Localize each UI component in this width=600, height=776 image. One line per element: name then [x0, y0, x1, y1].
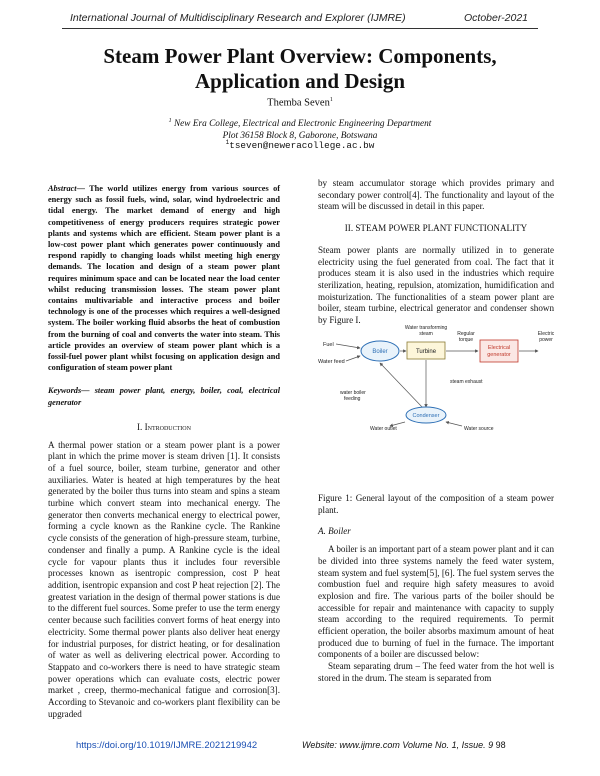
author-name: Themba Seven [267, 97, 330, 109]
boiler-label: Boiler [372, 349, 388, 355]
author-email [0, 139, 600, 151]
author [0, 97, 600, 109]
keywords [48, 385, 280, 407]
power-label-2: power [539, 337, 553, 343]
section-heading-functionality: II. STEAM POWER PLANT FUNCTIONALITY [344, 223, 528, 234]
torque-label-2: torque [458, 337, 474, 343]
water-source-arrow [446, 422, 462, 426]
condenser-label: Condenser [412, 413, 440, 419]
email-address[interactable]: tseven@neweracollege.ac.bw [229, 140, 375, 152]
figure-caption: Figure 1: General layout of the composition of a steam power plant. [318, 493, 554, 515]
doi-link[interactable]: https://doi.org/10.1019/IJMRE.2021219942 [76, 740, 258, 751]
water-outlet-label: Water outlet [370, 426, 397, 432]
water-feed-arrow [346, 356, 360, 361]
abstract [48, 183, 280, 373]
intro-continuation: by steam accumulator storage which provides primary and secondary power control[4]. The functionality and layout of the steam will be discussed in detail in this paper. [318, 178, 554, 212]
water-source-label: Water source [464, 426, 494, 432]
abstract-label: Abstract [48, 184, 77, 193]
paper-title [40, 44, 560, 94]
boiler-feed-label-2: feeding [344, 396, 361, 402]
abstract-text: — The world utilizes energy from various sources of energy such as fossil fuels, wind, solar, wind hydroelectric and tidal energy. The market demand of energy and high competitiveness of energy producers requires strategic power plants and systems which are efficient. Steam power plant is a low-cost power plant which generates power continuously and respond rapidly to changing loads whilst meeting high energy demands. The location and design of a steam power plant requires minimum space and can be located near the load center whilst reducing transmission losses. The steam power plant contains multivariable and interactive process and boiler technology is one of the processes which requires a well-designed system. The boiler working fluid absorbs the heat of combustion from the burning of coal and converts the water into steam. This article provides an overview of steam power plant which is a fossil-fuel power plant whilst focusing on application design and configuration of steam power plant [48, 184, 280, 373]
author-superscript: 1 [329, 97, 333, 103]
fuel-arrow [336, 344, 360, 348]
steam-exhaust-label: steam exhaust [450, 379, 483, 385]
fuel-label: Fuel [323, 342, 334, 348]
email-superscript: 1 [225, 139, 230, 146]
plant-diagram [318, 323, 554, 483]
torque-label-1: Regular [457, 331, 475, 337]
steam-top-label-1: Water transforming [404, 325, 448, 331]
footer-right [302, 740, 506, 750]
figure-1 [318, 323, 554, 483]
section-heading-intro: I. Introduction [137, 421, 191, 432]
drum-paragraph: Steam separating drum – The feed water from the hot well is stored in the drum. The steam is separated from [318, 661, 554, 683]
right-column [318, 178, 554, 327]
affiliation-superscript: 1 [168, 118, 172, 124]
generator-node [480, 340, 518, 362]
title-line-1: Steam Power Plant Overview: Components, [103, 44, 497, 68]
power-label-1: Electric [537, 331, 554, 337]
footer-volume: Volume No. 1, Issue. 9 [402, 740, 494, 750]
left-column [48, 183, 280, 720]
title-line-2: Application and Design [194, 69, 406, 93]
header-divider [62, 28, 538, 29]
header-date: October-2021 [464, 12, 529, 24]
generator-label-2: generator [487, 352, 511, 358]
steam-top-label-2: steam [419, 331, 433, 337]
journal-header: International Journal of Multidisciplinary Research and Explorer (IJMRE) [70, 12, 406, 24]
keywords-text: — steam power plant, energy, boiler, coal, electrical generator [48, 386, 280, 407]
intro-paragraph: A thermal power station or a steam power plant is a power plant in which the prime mover is steam driven [1]. It consists of a fuel source, boiler, steam turbine, generator and other auxiliaries. Water is heated at high temperatures by the heat generated by the boiler thus turns into steam and spins a steam turbine which convert steam into mechanical energy. The generator then converts mechanical energy to electrical power, forming a cycle known as the Rankine cycle. The Rankine cycle consists of the generation of high-pressure steam, turbine, condenser and finally a pump. A Rankine cycle is the ideal cycle for vapour plants thus it includes four reversible processes known as isentropic compression, cost P heat addition, isentropic expansion and cost P heat rejection [2]. The greatest variation in the design of thermal power stations is due to the different fuel sources. Some prefer to use the term energy center because such facilities convert forms of heat energy into electricity. Some thermal power plants also deliver heat energy for industrial purposes, for district heating, or for desalination of water as well as delivering electrical power. According to Stappato and co-workers there is need to have strategic steam power operations which can evaluate costs, electric power market , creep, thermo-mechanical fatigue and corrosion[3]. According to Stevanoic and co-workers plant flexibility can be upgraded [48, 439, 280, 719]
boiler-feed-label-1: water boiler [340, 390, 366, 396]
functionality-paragraph: Steam power plants are normally utilized in to generate electricity using the fuel generated from coal. The fact that it produces steam it is also used in the industries which require sterilization, heating, repulsion, atomization, humidification and moisturization. The functionalities of a steam power plant are boiler, steam turbine, electrical generator and condenser shown by Figure I. [318, 244, 554, 326]
water-feed-label: Water feed [318, 359, 345, 365]
footer-website[interactable]: Website: www.ijmre.com [302, 740, 400, 750]
affiliation-line-2: Plot 36158 Block 8, Gaborone, Botswana [222, 131, 378, 142]
right-column-lower [318, 493, 554, 685]
boiler-paragraph: A boiler is an important part of a steam power plant and it can be divided into three systems namely the feed water system, steam system and fuel system[5], [6]. The fuel system serves the combustion fuel and require high safety measures to avoid explosion and fire. The various parts of the boiler should be accessible for repair and maintenance with capacity to supply steam according to the required requirements. To permit efficient operation, the boiler absorbs maximum amount of heat produced due to burning of fuel in the furnace. The important components of a boiler are discussed below: [318, 544, 554, 660]
affiliation-line-1: New Era College, Electrical and Electronic Engineering Department [173, 119, 432, 130]
page-number: 98 [495, 740, 506, 750]
generator-label-1: Electrical [487, 345, 511, 351]
turbine-label: Turbine [415, 349, 437, 355]
subsection-boiler: A. Boiler [318, 526, 351, 537]
condenser-boiler-arrow [380, 363, 423, 408]
keywords-label: Keywords [48, 386, 82, 396]
